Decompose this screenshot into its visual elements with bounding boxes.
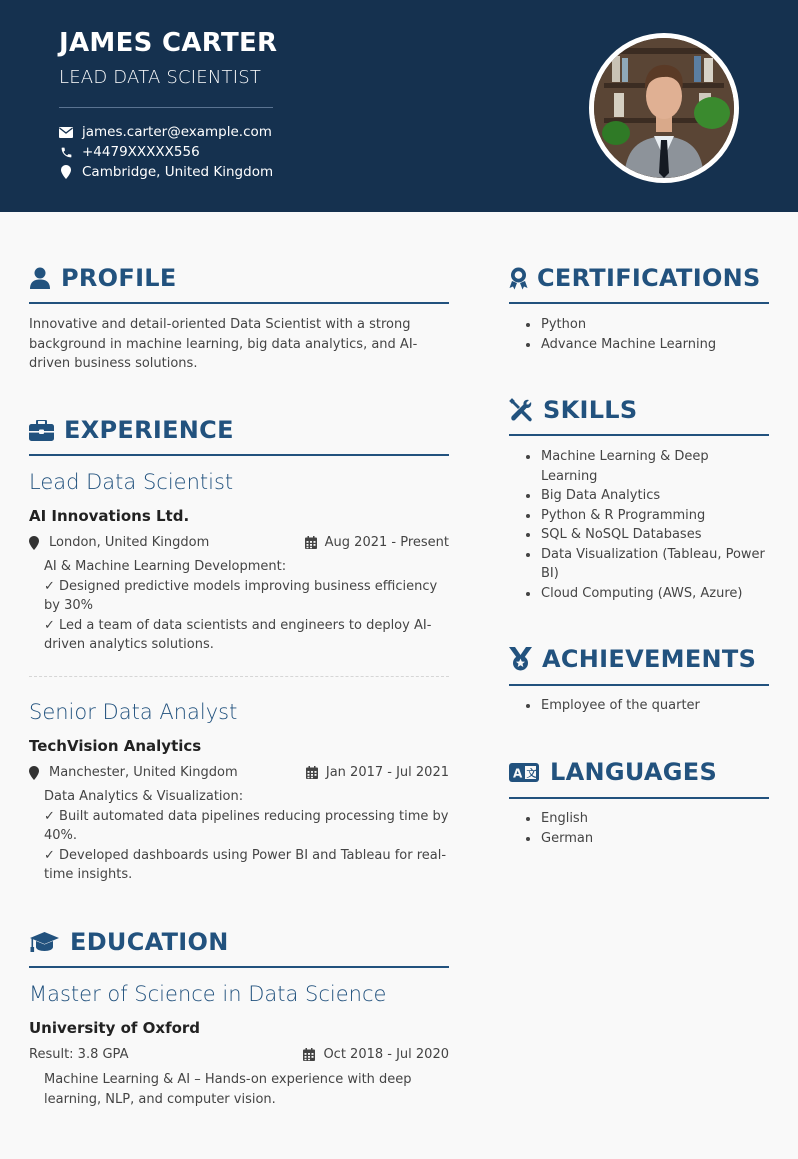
envelope-icon (59, 125, 73, 139)
skills-list (509, 447, 769, 603)
award-icon (509, 267, 528, 290)
job-title: Lead Data Scientist (29, 470, 234, 494)
section-divider (29, 302, 449, 304)
section-title: CERTIFICATIONS (537, 264, 761, 292)
email-text: james.carter@example.com (82, 124, 272, 140)
job-location: London, United Kingdom (29, 535, 209, 550)
list-item: German (509, 829, 769, 849)
list-item: SQL & NoSQL Databases (509, 525, 769, 545)
section-title: PROFILE (61, 264, 177, 292)
certifications-list (509, 315, 769, 354)
list-item: Data Visualization (Tableau, Power BI) (509, 545, 769, 584)
section-heading-experience (29, 416, 234, 444)
section-divider (29, 966, 449, 968)
education-result: Result: 3.8 GPA (29, 1047, 129, 1062)
location-text: Cambridge, United Kingdom (82, 164, 274, 180)
header-divider (59, 107, 273, 108)
list-item: English (509, 809, 769, 829)
calendar-icon (306, 766, 318, 779)
svg-text:文: 文 (526, 768, 537, 780)
section-heading-skills (509, 396, 637, 424)
calendar-icon (305, 536, 317, 549)
list-item: Employee of the quarter (509, 696, 769, 716)
section-title: EXPERIENCE (64, 416, 234, 444)
phone-text: +4479XXXXX556 (82, 144, 200, 160)
job-location: Manchester, United Kingdom (29, 765, 238, 780)
calendar-icon (303, 1048, 315, 1061)
briefcase-icon (29, 420, 54, 441)
education-dates: Oct 2018 - Jul 2020 (303, 1047, 449, 1062)
section-title: SKILLS (543, 396, 638, 424)
resume-header (0, 0, 798, 212)
list-item: Cloud Computing (AWS, Azure) (509, 584, 769, 604)
languages-list (509, 809, 769, 848)
translate-icon (509, 763, 539, 782)
job-bullet: ✓ Designed predictive models improving business efficiency by 30% (44, 578, 438, 613)
candidate-name: JAMES CARTER (59, 28, 278, 58)
list-item: Advance Machine Learning (509, 335, 769, 355)
job-divider (29, 676, 449, 677)
section-heading-education (29, 928, 229, 956)
job-description (44, 557, 449, 655)
phone-icon (59, 145, 73, 159)
company-name: TechVision Analytics (29, 737, 202, 755)
user-icon (29, 267, 51, 289)
medal-icon (509, 647, 532, 671)
contact-phone[interactable] (59, 144, 200, 160)
job-dates: Jan 2017 - Jul 2021 (306, 765, 449, 780)
school-name: University of Oxford (29, 1019, 201, 1037)
job-bullet: ✓ Led a team of data scientists and engineers to deploy AI-driven analytics solutions. (44, 617, 432, 652)
job-bullet: ✓ Developed dashboards using Power BI and Tableau for real-time insights. (44, 847, 447, 882)
map-pin-icon (29, 766, 39, 780)
job-title: Senior Data Analyst (29, 700, 238, 724)
section-heading-languages (509, 758, 717, 786)
company-name: AI Innovations Ltd. (29, 507, 190, 525)
job-description (44, 787, 449, 885)
section-divider (509, 684, 769, 686)
contact-email[interactable] (59, 124, 272, 140)
list-item: Python & R Programming (509, 506, 769, 526)
degree-title: Master of Science in Data Science (29, 982, 387, 1006)
map-pin-icon (59, 165, 73, 179)
graduation-cap-icon (29, 931, 60, 953)
list-item: Python (509, 315, 769, 335)
section-heading-certifications (509, 264, 761, 292)
list-item: Big Data Analytics (509, 486, 769, 506)
profile-photo (589, 33, 739, 183)
job-dates: Aug 2021 - Present (305, 535, 449, 550)
job-summary: AI & Machine Learning Development: (44, 559, 287, 574)
section-title: LANGUAGES (550, 758, 718, 786)
contact-location (59, 164, 273, 180)
education-description: Machine Learning & AI – Hands-on experience with deep learning, NLP, and computer vision. (44, 1072, 412, 1107)
section-heading-achievements (509, 645, 756, 673)
section-divider (509, 797, 769, 799)
profile-summary: Innovative and detail-oriented Data Scientist with a strong background in machine learning, big data analytics, and AI-driven business solutions. (29, 317, 418, 371)
section-divider (509, 434, 769, 436)
section-divider (509, 302, 769, 304)
svg-text:A: A (513, 766, 523, 780)
tools-icon (509, 398, 533, 422)
job-summary: Data Analytics & Visualization: (44, 789, 244, 804)
section-title: ACHIEVEMENTS (542, 645, 757, 673)
job-bullet: ✓ Built automated data pipelines reducing processing time by 40%. (44, 808, 449, 843)
map-pin-icon (29, 536, 39, 550)
list-item: Machine Learning & Deep Learning (509, 447, 769, 486)
section-divider (29, 454, 449, 456)
achievements-list (509, 696, 769, 716)
section-title: EDUCATION (70, 928, 229, 956)
section-heading-profile (29, 264, 177, 292)
candidate-title: LEAD DATA SCIENTIST (59, 67, 262, 88)
